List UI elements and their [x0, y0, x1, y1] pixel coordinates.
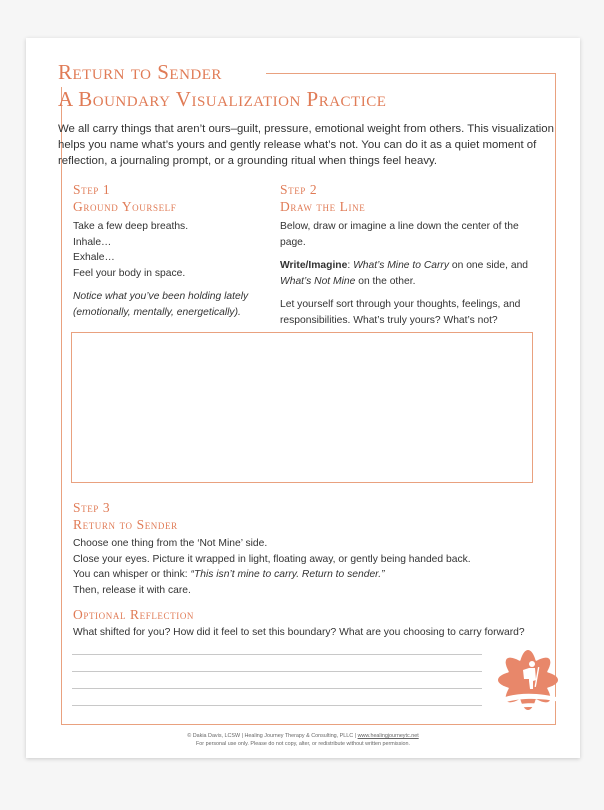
- frame-left-line: [61, 87, 62, 724]
- reflection-title: Optional Reflection: [73, 607, 195, 622]
- step2-colon: :: [347, 260, 354, 271]
- reflection-prompt: What shifted for you? How did it feel to set this boundary? What are you choosing to carry forward?: [73, 627, 525, 638]
- step2-mine-label: What’s Mine to Carry: [353, 260, 450, 271]
- step2-text-mid: on one side, and: [449, 260, 529, 271]
- footer-website-link[interactable]: www.healingjourneytc.net: [357, 733, 419, 739]
- writing-lines: [72, 654, 482, 722]
- writing-line[interactable]: [72, 654, 482, 655]
- page-title: Return to Sender: [58, 60, 222, 84]
- writing-line[interactable]: [72, 705, 482, 706]
- lotus-hiker-logo-icon: [488, 642, 568, 718]
- step3-body: [73, 536, 553, 598]
- step3-title: Return to Sender: [73, 517, 178, 532]
- step1-note: Notice what you’ve been holding lately (emotionally, mentally, energetically).: [73, 291, 249, 318]
- step1-line: Feel your body in space.: [73, 267, 186, 279]
- step3-quote: “This isn’t mine to carry. Return to sender.”: [190, 569, 385, 580]
- drawing-box[interactable]: [71, 332, 533, 483]
- step2-paragraph-3: Let yourself sort through your thoughts, feelings, and responsibilities. What’s truly yours? What’s not?: [280, 299, 521, 326]
- writing-line[interactable]: [72, 688, 482, 689]
- step2-not-mine-label: What’s Not Mine: [280, 275, 356, 287]
- step1-label: Step 1: [73, 182, 111, 197]
- frame-bottom-line: [61, 724, 556, 725]
- step3-line-1: Choose one thing from the ‘Not Mine’ side.: [73, 538, 268, 549]
- step2-paragraph-1: Below, draw or imagine a line down the center of the page.: [280, 221, 519, 248]
- step1-body: [73, 219, 273, 320]
- step2-label: Step 2: [280, 182, 318, 197]
- footer-credit: [26, 732, 580, 740]
- step2-bold-label: Write/Imagine: [280, 260, 348, 271]
- step2-title: Draw the Line: [280, 199, 366, 214]
- step2-paragraph-2: [280, 258, 536, 289]
- writing-line[interactable]: [72, 671, 482, 672]
- step1-line: Take a few deep breaths.: [73, 221, 189, 232]
- frame-top-line: [266, 73, 555, 74]
- page-subtitle: A Boundary Visualization Practice: [58, 87, 387, 111]
- step3-line-2: Close your eyes. Picture it wrapped in light, floating away, or gently being handed back.: [73, 553, 471, 565]
- step1-title: Ground Yourself: [73, 199, 177, 214]
- footer-credit-text: © Dakia Davis, LCSW | Healing Journey Therapy & Consulting, PLLC |: [187, 733, 358, 739]
- intro-paragraph: We all carry things that aren’t ours–guilt, pressure, emotional weight from others. This visualization helps you name what’s yours and gently release what’s not. You can do it as a quiet moment of reflection, a journaling prompt, or a grounding ritual when things feel heavy.: [58, 123, 554, 167]
- worksheet-page: [26, 38, 580, 758]
- step3-line-3-prefix: You can whisper or think:: [73, 569, 191, 580]
- step3-line-3: [73, 567, 553, 583]
- step2-body: [280, 219, 536, 328]
- step1-line: Inhale…: [73, 236, 112, 248]
- footer-notice: For personal use only. Please do not copy, alter, or redistribute without written permission.: [195, 741, 411, 747]
- step3-line-4: Then, release it with care.: [73, 584, 191, 596]
- step3-label: Step 3: [73, 500, 111, 515]
- step1-line: Exhale…: [73, 252, 115, 263]
- step2-text-end: on the other.: [355, 275, 416, 287]
